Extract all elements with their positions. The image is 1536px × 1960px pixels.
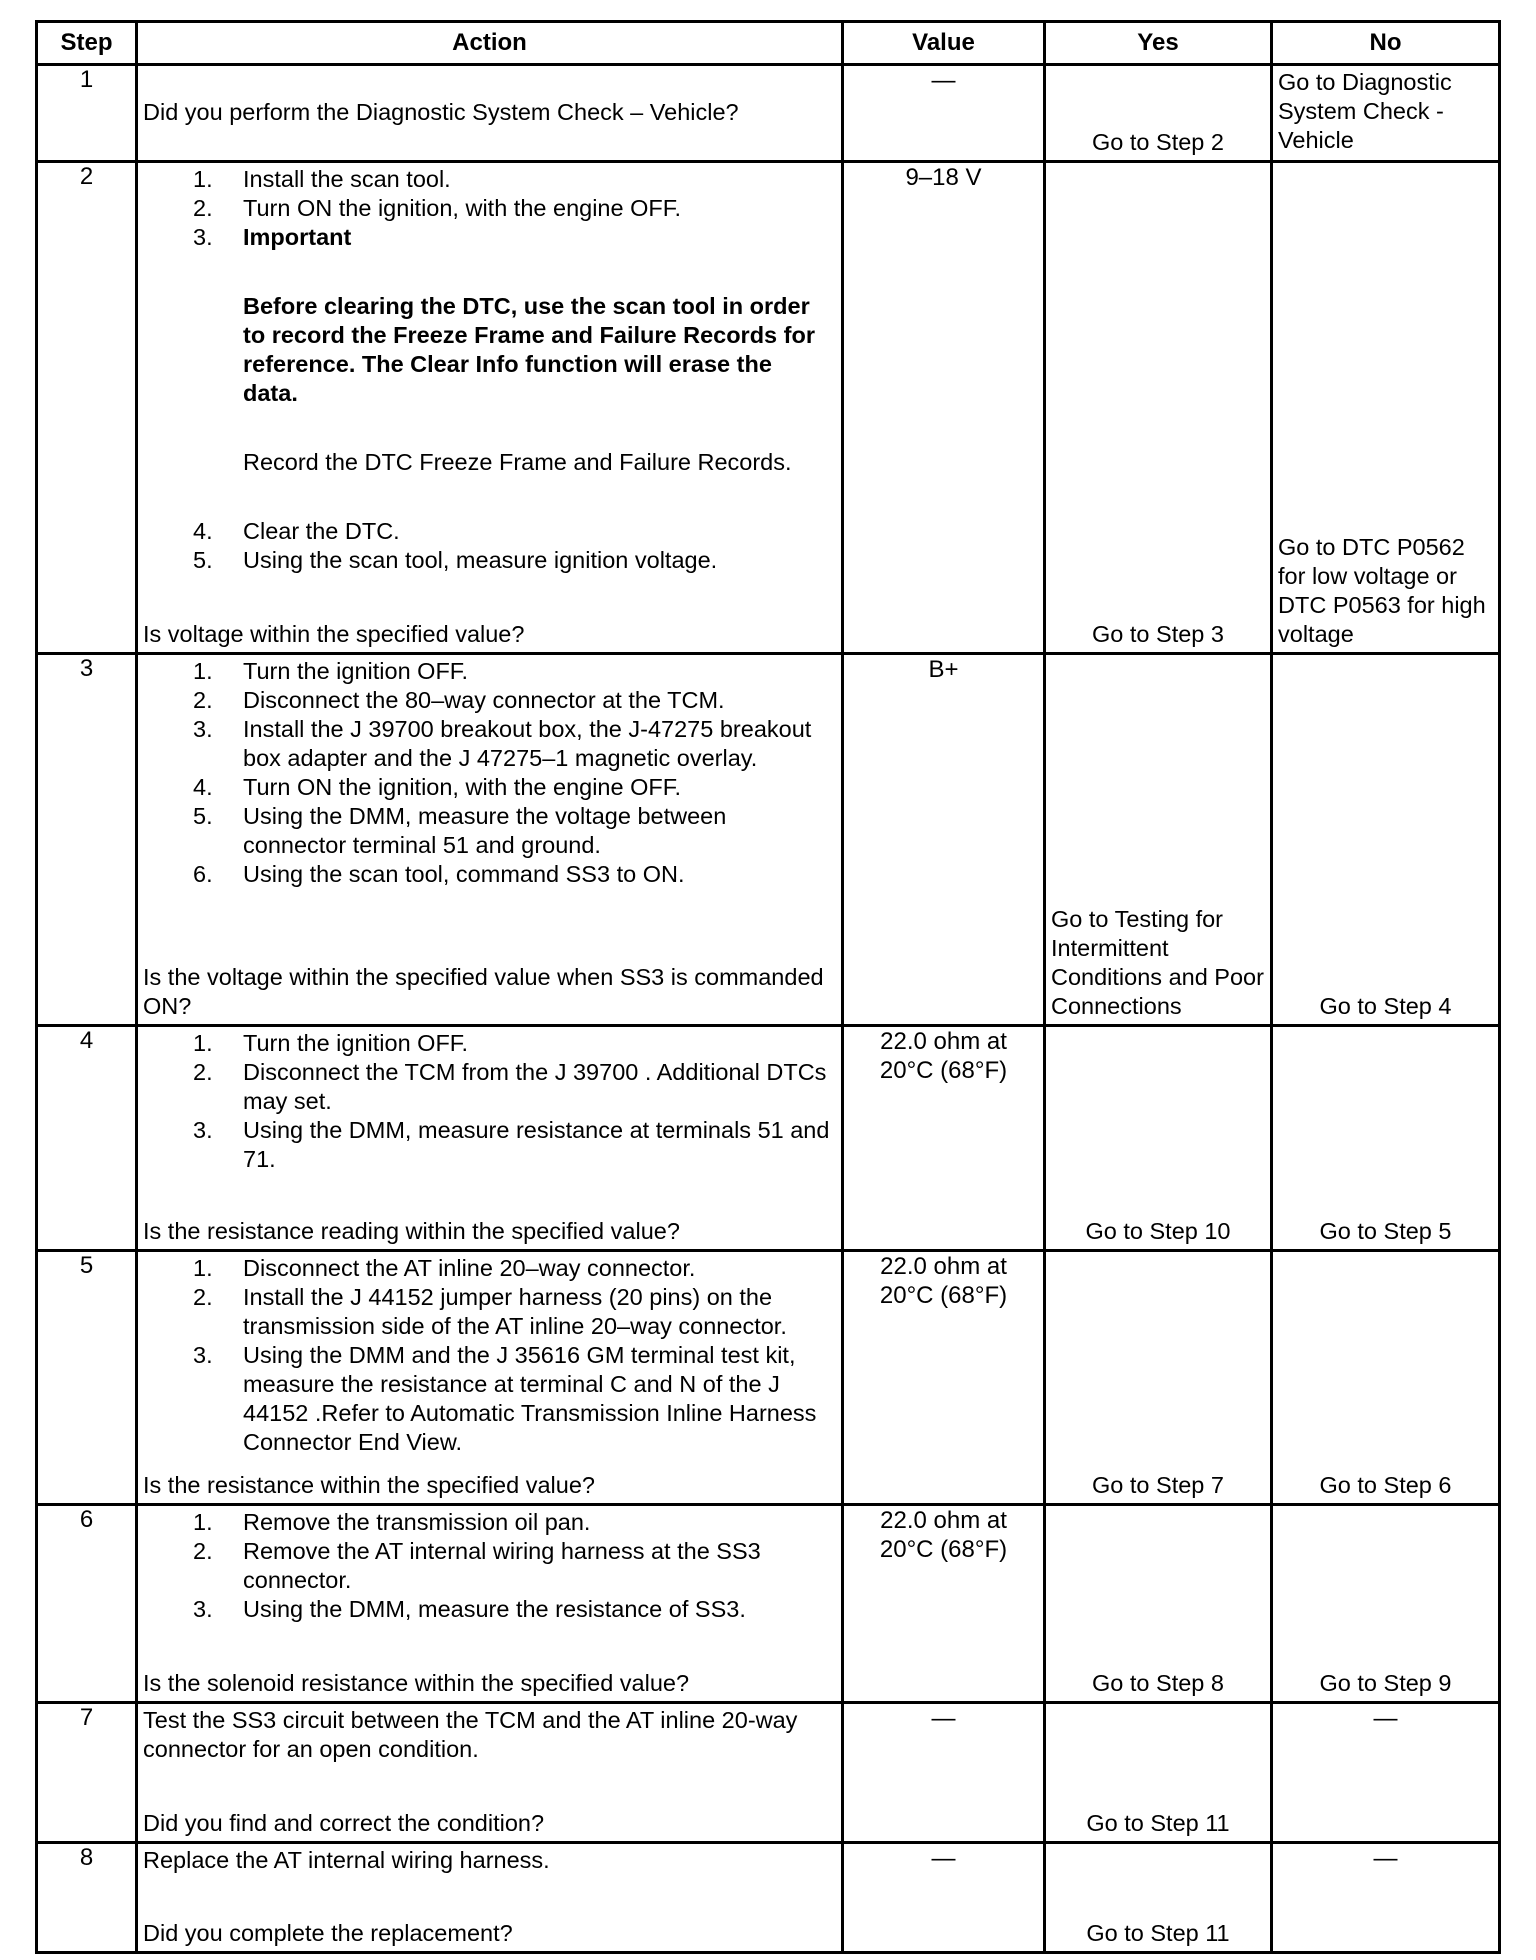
yes-cell xyxy=(1045,65,1272,162)
question-text: Is the resistance reading within the specified value? xyxy=(143,1218,680,1244)
action-text: Replace the AT internal wiring harness. xyxy=(143,1847,550,1873)
table-row xyxy=(37,1703,1500,1843)
yes-text: Go to Step 11 xyxy=(1086,1810,1230,1836)
yes-text: Go to Step 10 xyxy=(1085,1218,1231,1244)
question-text: Is the resistance within the specified value? xyxy=(143,1472,595,1498)
yes-text: Go to Step 7 xyxy=(1092,1472,1224,1498)
no-text: Go to Step 5 xyxy=(1319,1218,1452,1244)
action-list xyxy=(143,1254,831,1457)
list-item: 1. Turn the ignition OFF. xyxy=(193,1030,469,1056)
value-cell: — xyxy=(843,1843,1045,1953)
no-cell: — xyxy=(1272,1703,1500,1843)
list-item: 3. Install the J 39700 breakout box, the J-47275 breakout box adapter and the J 47275–1 magnetic overlay. xyxy=(193,716,812,771)
no-cell xyxy=(1272,162,1500,654)
action-list xyxy=(143,165,831,252)
header-step: Step xyxy=(37,22,137,65)
no-text: Go to Diagnostic System Check - Vehicle xyxy=(1278,69,1452,153)
action-cell xyxy=(137,1026,843,1251)
value-cell: — xyxy=(843,65,1045,162)
yes-text: Go to Step 2 xyxy=(1092,129,1224,155)
header-action: Action xyxy=(137,22,843,65)
action-list xyxy=(143,657,831,889)
action-cell xyxy=(137,162,843,654)
table-row xyxy=(37,1843,1500,1953)
list-item: 2. Turn ON the ignition, with the engine OFF. xyxy=(193,195,682,221)
yes-cell xyxy=(1045,1251,1272,1505)
value-cell: B+ xyxy=(843,654,1045,1026)
no-text: Go to Step 9 xyxy=(1319,1670,1452,1696)
value-line: 20°C (68°F) xyxy=(879,1057,1008,1084)
yes-cell xyxy=(1045,1505,1272,1703)
step-number: 8 xyxy=(37,1843,137,1953)
no-cell xyxy=(1272,654,1500,1026)
list-item: 2. Install the J 44152 jumper harness (20 pins) on the transmission side of the AT inline 20–way connector. xyxy=(193,1284,787,1339)
value-cell xyxy=(843,1026,1045,1251)
record-note: Record the DTC Freeze Frame and Failure Records. xyxy=(243,449,792,475)
value-line: 20°C (68°F) xyxy=(879,1282,1008,1309)
action-cell xyxy=(137,654,843,1026)
question-text: Did you perform the Diagnostic System Check – Vehicle? xyxy=(143,98,739,125)
list-item: 3. Using the DMM and the J 35616 GM terminal test kit, measure the resistance at terminal C and N of the J 44152 .Refer to Automatic Transmission Inline Harness Connector End View. xyxy=(193,1342,817,1455)
table-row xyxy=(37,65,1500,162)
action-list xyxy=(143,517,831,575)
list-item: 2. Remove the AT internal wiring harness at the SS3 connector. xyxy=(193,1538,761,1593)
no-cell: — xyxy=(1272,1843,1500,1953)
header-value: Value xyxy=(843,22,1045,65)
step-number: 3 xyxy=(37,654,137,1026)
list-item: 1. Turn the ignition OFF. xyxy=(193,658,469,684)
list-item: 3. Using the DMM, measure the resistance of SS3. xyxy=(193,1596,746,1622)
yes-text: Go to Step 11 xyxy=(1086,1920,1230,1946)
list-item: 3. Using the DMM, measure resistance at terminals 51 and 71. xyxy=(193,1117,830,1172)
value-line: 22.0 ohm at xyxy=(880,1028,1007,1055)
no-text: Go to Step 4 xyxy=(1319,993,1452,1019)
action-cell xyxy=(137,1251,843,1505)
action-list xyxy=(143,1029,831,1174)
question-text: Is voltage within the specified value? xyxy=(143,621,525,647)
value-line: 22.0 ohm at xyxy=(880,1253,1007,1280)
step-number: 7 xyxy=(37,1703,137,1843)
table-row xyxy=(37,1026,1500,1251)
no-cell xyxy=(1272,1026,1500,1251)
list-item: 4. Turn ON the ignition, with the engine OFF. xyxy=(193,774,682,800)
step-number: 5 xyxy=(37,1251,137,1505)
value-cell: — xyxy=(843,1703,1045,1843)
diagnostic-table xyxy=(35,20,1501,1954)
yes-cell xyxy=(1045,1026,1272,1251)
action-list xyxy=(143,1508,831,1624)
step-number: 1 xyxy=(37,65,137,162)
table-row xyxy=(37,654,1500,1026)
action-cell xyxy=(137,1843,843,1953)
no-cell xyxy=(1272,65,1500,162)
question-text: Did you find and correct the condition? xyxy=(143,1810,545,1836)
list-item: 6. Using the scan tool, command SS3 to ON. xyxy=(193,861,685,887)
header-yes: Yes xyxy=(1045,22,1272,65)
action-text: Test the SS3 circuit between the TCM and the AT inline 20-way connector for an open condition. xyxy=(143,1707,798,1762)
no-cell xyxy=(1272,1251,1500,1505)
yes-cell xyxy=(1045,162,1272,654)
list-item: 2. Disconnect the 80–way connector at the TCM. xyxy=(193,687,725,713)
yes-cell xyxy=(1045,1843,1272,1953)
value-line: 20°C (68°F) xyxy=(879,1536,1008,1563)
list-item: 1. Install the scan tool. xyxy=(193,166,451,192)
list-item: 4. Clear the DTC. xyxy=(193,518,400,544)
table-row xyxy=(37,1251,1500,1505)
list-item: 1. Remove the transmission oil pan. xyxy=(193,1509,591,1535)
step-number: 6 xyxy=(37,1505,137,1703)
yes-text: Go to Testing for Intermittent Conditions and Poor Connections xyxy=(1051,906,1264,1019)
table-row xyxy=(37,1505,1500,1703)
action-cell xyxy=(137,65,843,162)
yes-cell xyxy=(1045,1703,1272,1843)
list-item: 5. Using the scan tool, measure ignition voltage. xyxy=(193,547,718,573)
no-cell xyxy=(1272,1505,1500,1703)
value-cell xyxy=(843,1505,1045,1703)
yes-text: Go to Step 8 xyxy=(1092,1670,1224,1696)
list-item: 1. Disconnect the AT inline 20–way connector. xyxy=(193,1255,696,1281)
step-number: 4 xyxy=(37,1026,137,1251)
yes-cell xyxy=(1045,654,1272,1026)
question-text: Did you complete the replacement? xyxy=(143,1920,513,1946)
step-number: 2 xyxy=(37,162,137,654)
action-cell xyxy=(137,1703,843,1843)
header-no: No xyxy=(1272,22,1500,65)
list-item: 2. Disconnect the TCM from the J 39700 . Additional DTCs may set. xyxy=(193,1059,827,1114)
value-cell xyxy=(843,1251,1045,1505)
yes-text: Go to Step 3 xyxy=(1092,621,1224,647)
question-text: Is the solenoid resistance within the specified value? xyxy=(143,1670,690,1696)
value-line: 22.0 ohm at xyxy=(880,1507,1007,1534)
action-cell xyxy=(137,1505,843,1703)
list-item: 3. Important xyxy=(193,224,352,250)
table-row xyxy=(37,162,1500,654)
no-text: Go to DTC P0562 for low voltage or DTC P0563 for high voltage xyxy=(1278,534,1486,647)
important-note: Before clearing the DTC, use the scan tool in order to record the Freeze Frame and Failure Records for reference. The Clear Info function will erase the data. xyxy=(243,293,815,406)
question-text: Is the voltage within the specified value when SS3 is commanded ON? xyxy=(143,964,824,1019)
no-text: Go to Step 6 xyxy=(1319,1472,1452,1498)
value-cell: 9–18 V xyxy=(843,162,1045,654)
list-item: 5. Using the DMM, measure the voltage between connector terminal 51 and ground. xyxy=(193,803,727,858)
header-row xyxy=(37,22,1500,65)
